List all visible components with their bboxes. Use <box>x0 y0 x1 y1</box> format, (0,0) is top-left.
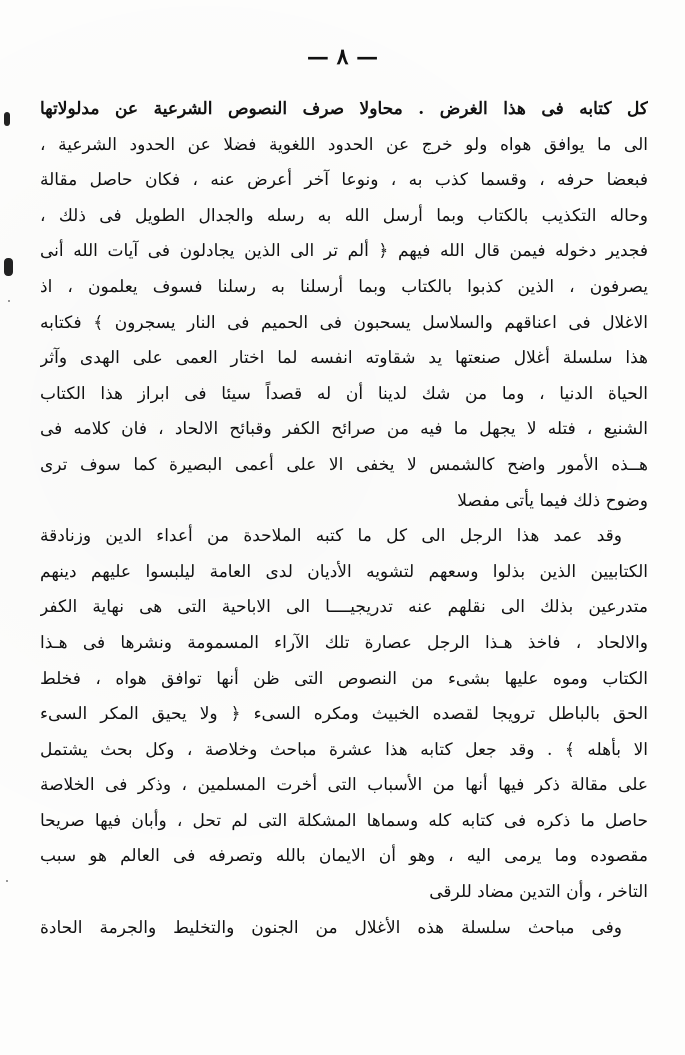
text-line: هذا سلسلة أغلال صنعتها يد شقاوته انفسه لما اختار العمى على الهدى وآثر <box>40 348 648 369</box>
text-line: الاغلال فى اعناقهم والسلاسل يسحبون فى الحميم فى النار يسجرون ﴾ فكتابه <box>40 312 648 333</box>
page-number: — ٨ — <box>306 44 379 70</box>
margin-speck <box>8 300 10 302</box>
margin-ink-mark <box>4 258 13 276</box>
text-line: الحياة الدنيا ، وما من شك لدينا أن له قصداً سيئا فى ابراز هذا الكتاب <box>40 383 648 404</box>
text-line: وفى مباحث سلسلة هذه الأغلال من الجنون والتخليط والجرمة الحادة <box>40 917 622 938</box>
text-line: وقد عمد هذا الرجل الى كل ما كتبه الملاحدة من أعداء الدين وزنادقة <box>40 526 622 547</box>
text-line: الشنيع ، فتله لا يجهل ما فيه من صرائح الكفر وقبائح الالحاد ، فان كلامه فى <box>40 419 648 440</box>
text-line: الحق بالباطل ترويجا لقصده الخبيث ومكره السىء ﴿ ولا يحيق المكر السىء <box>40 704 648 725</box>
text-line: وضوح ذلك فيما يأتى مفصلا <box>457 490 648 511</box>
text-line: والالحاد ، فاخذ هـذا الرجل عصارة تلك الآراء المسمومة ونشرها فى هـذا <box>40 632 648 653</box>
text-line: فجدير دخوله فيمن قال الله فيهم ﴿ ألم تر الى الذين يجادلون فى آيات الله أنى <box>40 241 648 262</box>
text-line: الكتابيين الذين بذلوا وسعهم لتشويه الأديان لدى العامة ليلبسوا عليهم دينهم <box>40 561 648 582</box>
text-line: هــذه الأمور واضح كالشمس لا يخفى الا على أعمى البصيرة كما سوف ترى <box>40 454 648 475</box>
text-line: الكتاب وموه عليها بشىء من النصوص التى ظن أنها توافق هواه ، فخلط <box>40 668 648 689</box>
text-line: التاخر ، وأن التدين مضاد للرقى <box>429 882 648 903</box>
text-line: حاصل ما ذكره فى كتابه كله وسماها المشكلة التى لم تحل ، وأبان فيها صريحا <box>40 810 648 831</box>
text-line: وحاله التكذيب بالكتاب وبما أرسل الله به رسله والجدال الطويل فى ذلك ، <box>40 205 648 226</box>
text-line: يصرفون ، الذين كذبوا بالكتاب وبما أرسلنا به رسلنا فسوف يعلمون ، اذ <box>40 276 648 297</box>
text-line: كل كتابه فى هذا الغرض . محاولا صرف النصوص الشرعية عن مدلولاتها <box>40 99 648 119</box>
text-line: الا بأهله ﴾ . وقد جعل كتابه هذا عشرة مباحث وخلاصة ، وكل بحث يشتمل <box>40 739 648 760</box>
text-line: فبعضا حرفه ، وقسما كذب به ، ونوعا آخر أعرض عنه ، فكان حاصل مقالة <box>40 170 648 191</box>
body-text <box>40 92 648 946</box>
margin-ink-mark <box>4 112 10 126</box>
text-line: مقصوده وما يرمى اليه ، وهو أن الايمان بالله وتصرفه فى العالم هو سبب <box>40 846 648 867</box>
text-line: على مقالة ذكر فيها أنها من الأسباب التى أخرت المسلمين ، وذكر فى الخلاصة <box>40 775 648 796</box>
margin-speck <box>6 880 8 882</box>
text-line: الى ما يوافق هواه ولو خرج عن الحدود اللغوية فضلا عن الحدود الشرعية ، <box>40 134 648 155</box>
text-line: متدرعين بذلك الى نقلهم عنه تدريجيــــا الى الاباحية التى هى نهاية الكفر <box>40 597 648 618</box>
